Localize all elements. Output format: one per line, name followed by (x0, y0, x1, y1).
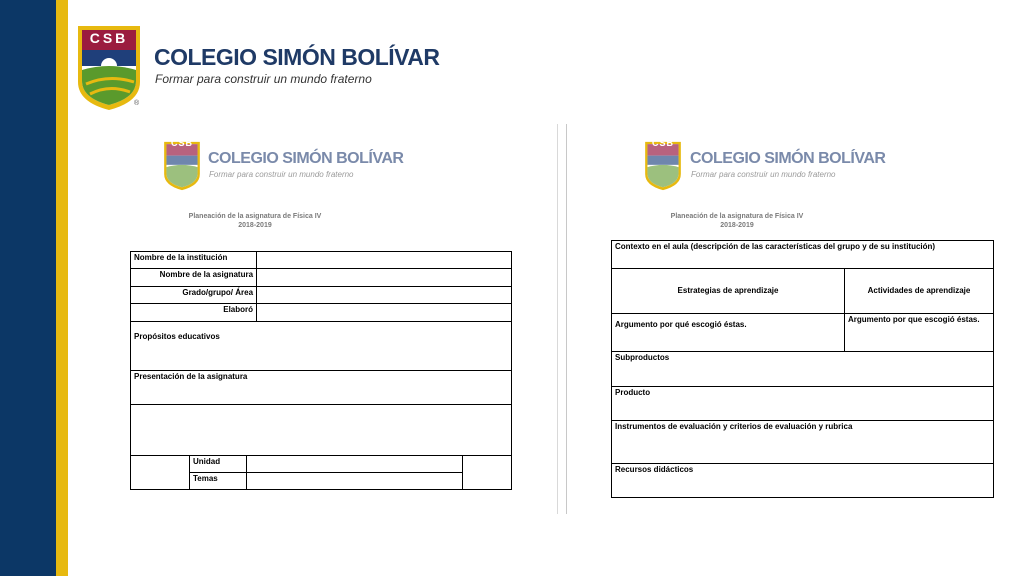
right-doc-brand-title: COLEGIO SIMÓN BOLÍVAR (690, 150, 886, 167)
institution-field[interactable] (257, 252, 512, 269)
left-navy-band (0, 0, 56, 576)
unit-field[interactable] (247, 456, 463, 473)
presentation-label: Presentación de la asignatura (131, 371, 512, 405)
presentation-field[interactable] (131, 405, 512, 456)
context-label: Contexto en el aula (descripción de las características del grupo y de su institución) (612, 241, 994, 269)
left-planning-form (130, 251, 512, 490)
strategies-argument-label: Argumento por qué escogió éstas. (615, 320, 747, 329)
left-doc-title-line2: 2018-2019 (238, 222, 272, 229)
right-doc-title-line1: Planeación de la asignatura de Física IV (670, 213, 804, 220)
strategies-argument[interactable] (612, 314, 845, 352)
unit-blank-right (463, 456, 512, 490)
left-gold-band (56, 0, 68, 576)
subproducts-label: Subproductos (612, 352, 994, 387)
left-doc-brand-tagline: Formar para construir un mundo fraterno (209, 170, 354, 179)
right-doc-crest-initials: CSB (651, 138, 674, 148)
right-doc-brand-tagline: Formar para construir un mundo fraterno (691, 170, 836, 179)
strategies-header: Estrategias de aprendizaje (612, 269, 845, 314)
author-field[interactable] (257, 304, 512, 322)
unit-label: Unidad (190, 456, 247, 473)
right-doc-title-line2: 2018-2019 (720, 222, 754, 229)
instruments-label: Instrumentos de evaluación y criterios de evaluación y rubrica (612, 421, 994, 464)
page-divider (557, 124, 567, 514)
registered-mark: ® (134, 100, 140, 107)
left-doc-title (170, 212, 340, 230)
grade-label: Grado/grupo/ Área (131, 287, 257, 304)
activities-argument[interactable] (845, 314, 994, 352)
product-label: Producto (612, 387, 994, 421)
crest-initials: CSB (89, 30, 129, 46)
institution-label: Nombre de la institución (131, 252, 257, 269)
topics-label: Temas (190, 473, 247, 490)
subject-label: Nombre de la asignatura (131, 269, 257, 287)
subject-field[interactable] (257, 269, 512, 287)
resources-label: Recursos didácticos (612, 464, 994, 498)
left-doc-title-line1: Planeación de la asignatura de Física IV (188, 213, 322, 220)
author-label: Elaboró (131, 304, 257, 322)
activities-argument-label: Argumento por que escogió éstas. (848, 315, 980, 324)
left-doc-crest-initials: CSB (170, 138, 193, 148)
activities-header: Actividades de aprendizaje (845, 269, 994, 314)
unit-blank-left (131, 456, 190, 490)
right-planning-form (611, 240, 994, 498)
brand-title: COLEGIO SIMÓN BOLÍVAR (154, 44, 440, 70)
purposes-label: Propósitos educativos (131, 322, 512, 371)
right-doc-title (652, 212, 822, 230)
topics-field[interactable] (247, 473, 463, 490)
brand-tagline: Formar para construir un mundo fraterno (155, 72, 372, 86)
left-doc-brand-title: COLEGIO SIMÓN BOLÍVAR (208, 150, 404, 167)
grade-field[interactable] (257, 287, 512, 304)
